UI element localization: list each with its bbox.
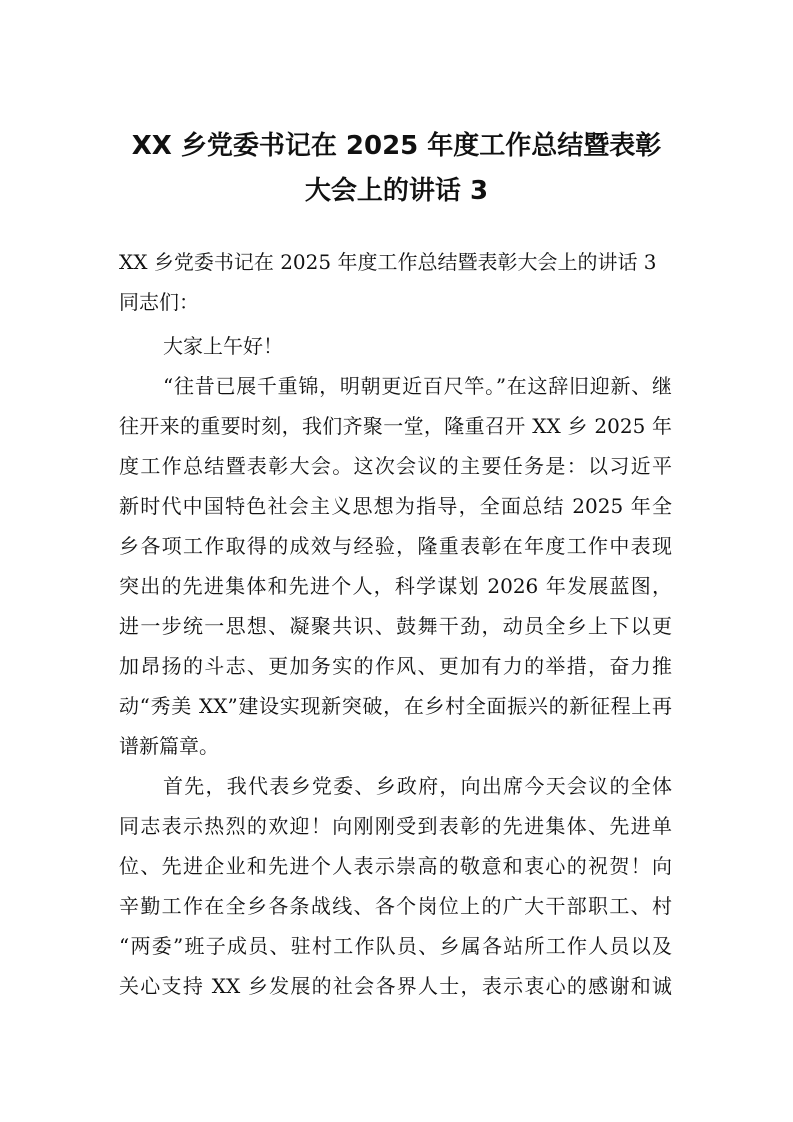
- text-line: “往昔已展千重锦，明朝更近百尺竿。”在这辞旧迎新、继: [163, 374, 672, 398]
- paragraph: [119, 246, 672, 286]
- text-line: 位、先进企业和先进个人表示崇高的敬意和衷心的祝贺！向: [119, 854, 672, 878]
- paragraph: [119, 770, 672, 1010]
- title-line-1: XX 乡党委书记在 2025 年度工作总结暨表彰: [131, 131, 662, 161]
- text-line: “两委”班子成员、驻村工作队员、乡属各站所工作人员以及: [119, 934, 672, 958]
- paragraph: [119, 330, 672, 370]
- text-line: 动“秀美 XX”建设实现新突破，在乡村全面振兴的新征程上再: [119, 694, 672, 718]
- text-line: 突出的先进集体和先进个人，科学谋划 2026 年发展蓝图，: [119, 574, 672, 598]
- title-line-2: 大会上的讲话 3: [304, 176, 489, 206]
- text-line: 同志们：: [119, 290, 199, 314]
- document-body: [119, 246, 672, 1010]
- paragraph: [119, 286, 672, 326]
- text-line: 关心支持 XX 乡发展的社会各界人士，表示衷心的感谢和诚: [119, 974, 672, 998]
- text-line: 度工作总结暨表彰大会。这次会议的主要任务是：以习近平: [119, 454, 672, 478]
- paragraph: [119, 370, 672, 770]
- text-line: 新时代中国特色社会主义思想为指导，全面总结 2025 年全: [119, 494, 672, 518]
- text-line: 首先，我代表乡党委、乡政府，向出席今天会议的全体: [163, 774, 672, 798]
- text-line: 辛勤工作在全乡各条战线、各个岗位上的广大干部职工、村: [119, 894, 672, 918]
- text-line: 谱新篇章。: [119, 734, 219, 758]
- text-line: 大家上午好！: [163, 334, 283, 358]
- text-line: 往开来的重要时刻，我们齐聚一堂，隆重召开 XX 乡 2025 年: [119, 414, 672, 438]
- text-line: XX 乡党委书记在 2025 年度工作总结暨表彰大会上的讲话 3: [119, 250, 657, 274]
- text-line: 乡各项工作取得的成效与经验，隆重表彰在年度工作中表现: [119, 534, 672, 558]
- text-line: 进一步统一思想、凝聚共识、鼓舞干劲，动员全乡上下以更: [119, 614, 672, 638]
- text-line: 同志表示热烈的欢迎！向刚刚受到表彰的先进集体、先进单: [119, 814, 672, 838]
- text-line: 加昂扬的斗志、更加务实的作风、更加有力的举措，奋力推: [119, 654, 672, 678]
- document-title: [0, 124, 793, 214]
